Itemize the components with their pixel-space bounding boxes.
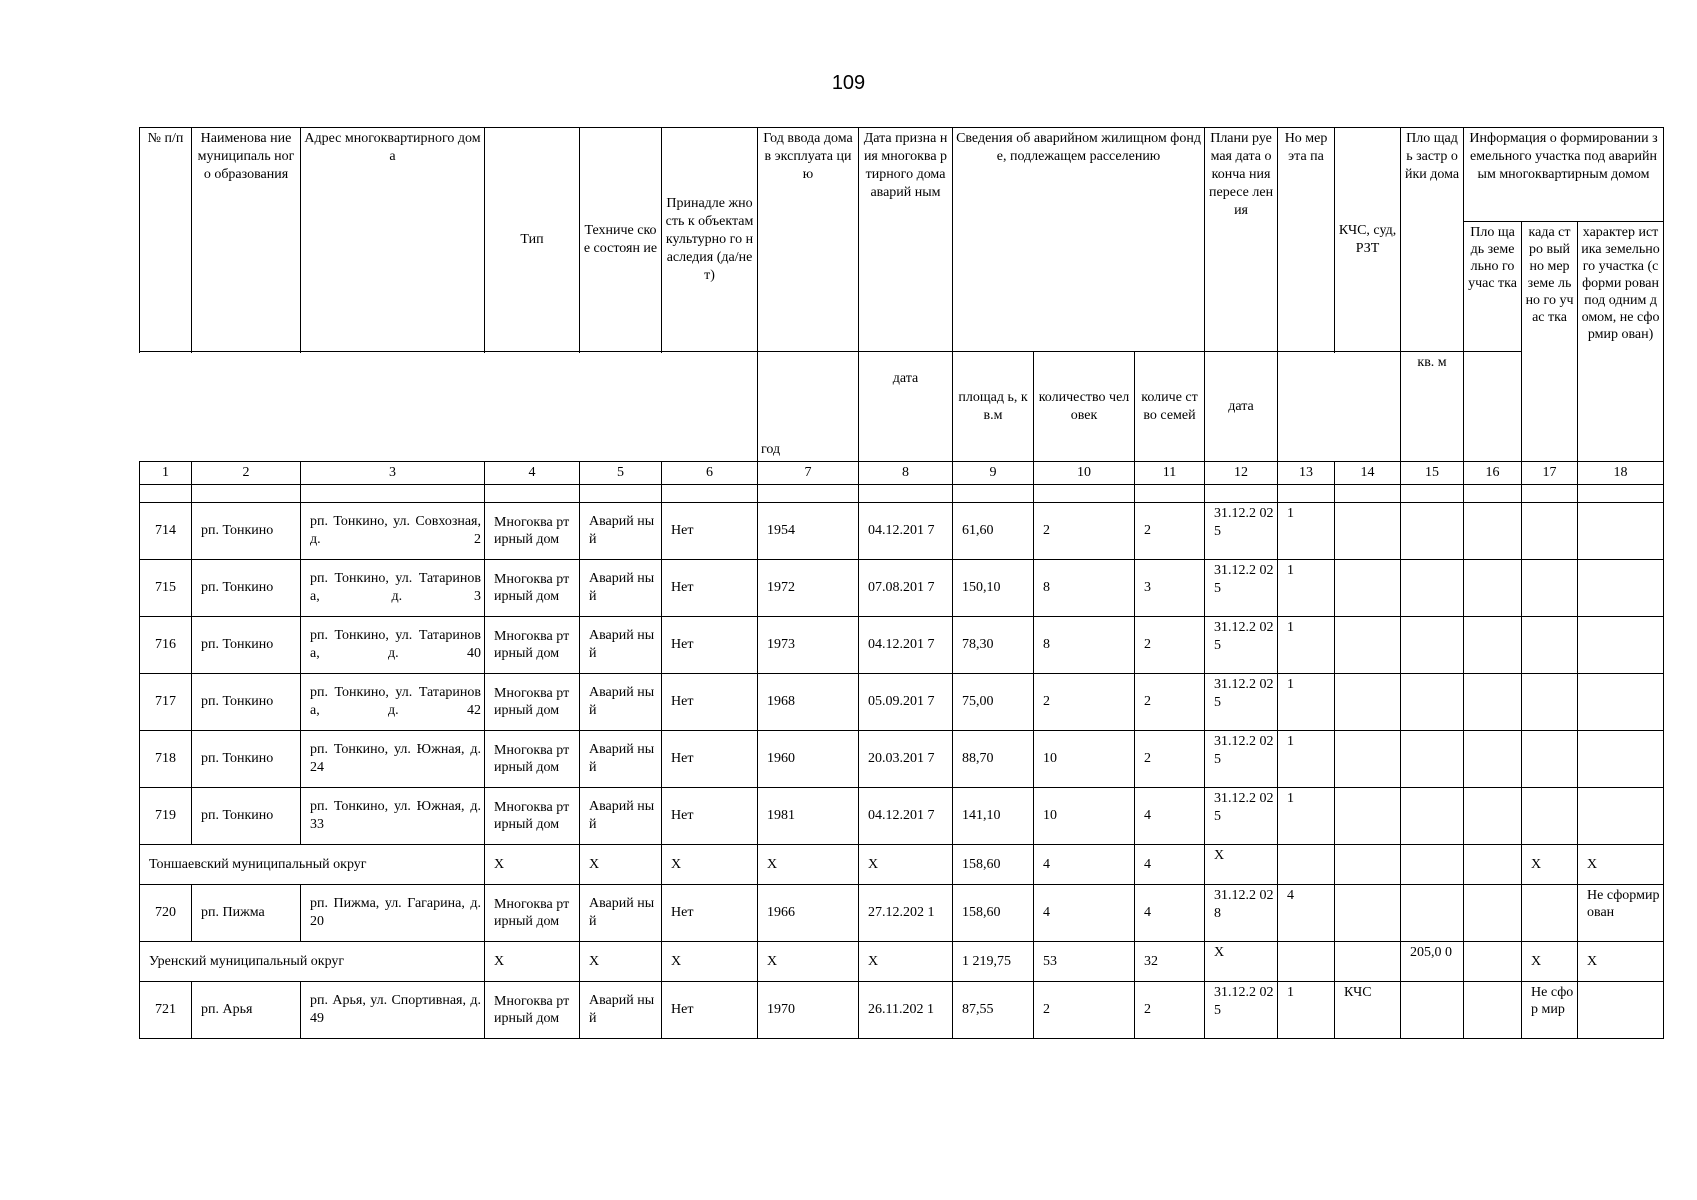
table-row [140,503,1664,560]
build-area-cell [1401,845,1464,885]
kchs-cell [1335,942,1401,982]
cadastral-cell: Не сфор мир [1522,982,1578,1039]
heritage-cell: Нет [662,560,758,617]
land-characteristic-cell [1578,731,1664,788]
area-cell: 78,30 [953,617,1034,674]
cadastral-cell [1522,560,1578,617]
emergency-date-cell: 07.08.201 7 [859,560,953,617]
header-col-8: Дата призна ния многоква ртирного дома аварий ным [859,128,953,352]
header-col-11: количе ство семей [1135,352,1205,462]
type-cell: X [485,942,580,982]
people-cell: 2 [1034,674,1135,731]
address-cell: рп. Пижма, ул. Гагарина, д. 20 [301,885,485,942]
state-cell: Аварий ный [580,982,662,1039]
emergency-date-cell: 04.12.201 7 [859,503,953,560]
row-number-cell: 717 [140,674,192,731]
address-cell: рп. Тонкино, ул. Татаринова, д. 3 [301,560,485,617]
families-cell: 4 [1135,885,1205,942]
cadastral-cell [1522,617,1578,674]
families-cell: 4 [1135,845,1205,885]
address-cell: рп. Тонкино, ул. Южная, д. 24 [301,731,485,788]
year-cell: 1960 [758,731,859,788]
header-col-12-unit: дата [1205,352,1278,462]
column-number-cell: 12 [1205,462,1278,485]
municipality-cell: рп. Пижма [192,885,301,942]
stage-cell: 1 [1278,617,1335,674]
emergency-date-cell: X [859,845,953,885]
municipality-cell: рп. Арья [192,982,301,1039]
emergency-date-cell: 04.12.201 7 [859,617,953,674]
header-col-7: Год ввода дома в эксплуата цию [758,128,859,352]
kchs-cell [1335,731,1401,788]
families-cell: 3 [1135,560,1205,617]
land-characteristic-cell: Не сформир ован [1578,885,1664,942]
planned-date-cell: 31.12.2 025 [1205,674,1278,731]
heritage-cell: Нет [662,674,758,731]
planned-date-cell: 31.12.2 025 [1205,560,1278,617]
cadastral-cell [1522,674,1578,731]
table-row [140,885,1664,942]
families-cell: 2 [1135,503,1205,560]
planned-date-cell: 31.12.2 028 [1205,885,1278,942]
build-area-cell: 205,0 0 [1401,942,1464,982]
state-cell: Аварий ный [580,885,662,942]
kchs-cell [1335,885,1401,942]
land-characteristic-cell [1578,788,1664,845]
heritage-cell: Нет [662,788,758,845]
stage-cell: 1 [1278,674,1335,731]
row-number-cell: 720 [140,885,192,942]
emergency-date-cell: 20.03.201 7 [859,731,953,788]
land-area-cell [1464,617,1522,674]
heritage-cell: Нет [662,617,758,674]
heritage-cell: Нет [662,503,758,560]
year-cell: 1968 [758,674,859,731]
year-cell: 1966 [758,885,859,942]
people-cell: 10 [1034,731,1135,788]
header-group-9-11: Сведения об аварийном жилищном фонде, подлежащем расселению [953,128,1205,352]
people-cell: 4 [1034,845,1135,885]
land-characteristic-cell [1578,982,1664,1039]
municipality-cell: рп. Тонкино [192,731,301,788]
table-row [140,560,1664,617]
year-cell: 1954 [758,503,859,560]
people-cell: 8 [1034,617,1135,674]
build-area-cell [1401,982,1464,1039]
column-number-cell: 15 [1401,462,1464,485]
emergency-date-cell: 05.09.201 7 [859,674,953,731]
kchs-cell [1335,617,1401,674]
area-cell: 1 219,75 [953,942,1034,982]
planned-date-cell: 31.12.2 025 [1205,788,1278,845]
header-col-4: Тип [485,128,580,352]
summary-row [140,845,1664,885]
families-cell: 2 [1135,731,1205,788]
cadastral-cell [1522,788,1578,845]
kchs-cell [1335,560,1401,617]
column-number-cell: 5 [580,462,662,485]
kchs-cell [1335,674,1401,731]
municipality-cell: рп. Тонкино [192,560,301,617]
families-cell: 2 [1135,674,1205,731]
header-col-1: № п/п [140,128,192,352]
type-cell: Многоква ртирный дом [485,560,580,617]
land-area-cell [1464,731,1522,788]
cadastral-cell [1522,731,1578,788]
header-col-9: площад ь, кв.м [953,352,1034,462]
land-area-cell [1464,560,1522,617]
column-number-cell: 16 [1464,462,1522,485]
heritage-cell: Нет [662,982,758,1039]
state-cell: Аварий ный [580,788,662,845]
column-number-cell: 3 [301,462,485,485]
stage-cell: 4 [1278,885,1335,942]
header-col-2: Наименова ние муниципаль ного образования [192,128,301,352]
type-cell: X [485,845,580,885]
people-cell: 8 [1034,560,1135,617]
stage-cell: 1 [1278,731,1335,788]
kchs-cell: КЧС [1335,982,1401,1039]
area-cell: 158,60 [953,885,1034,942]
table-row [140,788,1664,845]
column-number-cell: 1 [140,462,192,485]
column-number-cell: 14 [1335,462,1401,485]
area-cell: 75,00 [953,674,1034,731]
build-area-cell [1401,560,1464,617]
header-col-6: Принадле жность к объектам культурно го наследия (да/нет) [662,128,758,352]
build-area-cell [1401,885,1464,942]
column-number-cell: 7 [758,462,859,485]
address-cell: рп. Тонкино, ул. Южная, д. 33 [301,788,485,845]
municipality-cell: рп. Тонкино [192,674,301,731]
kchs-cell [1335,788,1401,845]
row-number-cell: 714 [140,503,192,560]
stage-cell: 1 [1278,982,1335,1039]
land-area-cell [1464,788,1522,845]
planned-date-cell: X [1205,942,1278,982]
header-col-16: Пло щадь земе льно го учас тка [1464,222,1522,352]
area-cell: 150,10 [953,560,1034,617]
table-row [140,617,1664,674]
row-number-cell: 718 [140,731,192,788]
emergency-date-cell: 27.12.202 1 [859,885,953,942]
state-cell: Аварий ный [580,731,662,788]
type-cell: Многоква ртирный дом [485,885,580,942]
page-number: 109 [831,72,866,94]
year-cell: 1981 [758,788,859,845]
land-area-cell [1464,674,1522,731]
land-characteristic-cell [1578,503,1664,560]
families-cell: 4 [1135,788,1205,845]
emergency-date-cell: X [859,942,953,982]
address-cell: рп. Арья, ул. Спортивная, д. 49 [301,982,485,1039]
heritage-cell: Нет [662,731,758,788]
column-number-cell: 10 [1034,462,1135,485]
planned-date-cell: 31.12.2 025 [1205,617,1278,674]
header-col-3: Адрес многоквартирного дома [301,128,485,352]
heritage-cell: X [662,942,758,982]
build-area-cell [1401,731,1464,788]
year-cell: 1970 [758,982,859,1039]
row-number-cell: 721 [140,982,192,1039]
column-number-cell: 9 [953,462,1034,485]
state-cell: Аварий ный [580,560,662,617]
spacer-row [140,485,1664,503]
area-cell: 61,60 [953,503,1034,560]
year-cell: 1973 [758,617,859,674]
families-cell: 2 [1135,982,1205,1039]
column-number-cell: 18 [1578,462,1664,485]
area-cell: 158,60 [953,845,1034,885]
address-cell: рп. Тонкино, ул. Татаринова, д. 40 [301,617,485,674]
year-cell: 1972 [758,560,859,617]
header-col-17: када стро вый но мер земе льно го учас тка [1522,222,1578,462]
municipality-cell: рп. Тонкино [192,503,301,560]
municipality-cell: рп. Тонкино [192,788,301,845]
state-cell: X [580,942,662,982]
build-area-cell [1401,788,1464,845]
type-cell: Многоква ртирный дом [485,788,580,845]
header-col-12: Плани руемая дата оконча ния пересе ления [1205,128,1278,352]
heritage-cell: Нет [662,885,758,942]
kchs-cell [1335,845,1401,885]
cadastral-cell: X [1522,942,1578,982]
area-cell: 141,10 [953,788,1034,845]
header-col-15: Пло щадь застр ойки дома [1401,128,1464,352]
column-number-cell: 13 [1278,462,1335,485]
land-area-cell [1464,982,1522,1039]
land-characteristic-cell: X [1578,845,1664,885]
header-col-14: КЧС, суд, РЗТ [1335,128,1401,352]
municipality-cell: рп. Тонкино [192,617,301,674]
emergency-housing-table [139,127,1664,1039]
type-cell: Многоква ртирный дом [485,982,580,1039]
type-cell: Многоква ртирный дом [485,503,580,560]
land-area-cell [1464,503,1522,560]
area-cell: 87,55 [953,982,1034,1039]
year-cell: X [758,845,859,885]
stage-cell [1278,942,1335,982]
row-number-cell: 715 [140,560,192,617]
column-number-cell: 8 [859,462,953,485]
land-characteristic-cell [1578,560,1664,617]
district-name-cell: Тоншаевский муниципальный округ [140,845,485,885]
cadastral-cell: X [1522,845,1578,885]
stage-cell: 1 [1278,560,1335,617]
land-area-cell [1464,845,1522,885]
header-col-10: количество человек [1034,352,1135,462]
families-cell: 2 [1135,617,1205,674]
header-row-1 [140,128,1664,222]
address-cell: рп. Тонкино, ул. Совхозная, д. 2 [301,503,485,560]
land-characteristic-cell [1578,617,1664,674]
row-number-cell: 719 [140,788,192,845]
kchs-cell [1335,503,1401,560]
district-name-cell: Уренский муниципальный округ [140,942,485,982]
header-col-13: Но мер эта па [1278,128,1335,352]
land-characteristic-cell [1578,674,1664,731]
heritage-cell: X [662,845,758,885]
emergency-date-cell: 26.11.202 1 [859,982,953,1039]
state-cell: Аварий ный [580,674,662,731]
state-cell: Аварий ный [580,503,662,560]
planned-date-cell: 31.12.2 025 [1205,503,1278,560]
type-cell: Многоква ртирный дом [485,674,580,731]
build-area-cell [1401,674,1464,731]
column-number-row [140,462,1664,485]
people-cell: 2 [1034,982,1135,1039]
table-row [140,674,1664,731]
people-cell: 53 [1034,942,1135,982]
table-row [140,731,1664,788]
people-cell: 10 [1034,788,1135,845]
land-characteristic-cell: X [1578,942,1664,982]
column-number-cell: 17 [1522,462,1578,485]
column-number-cell: 2 [192,462,301,485]
table-row [140,982,1664,1039]
header-group-16-18: Информация о формировании земельного участка под аварийным многоквартирным домом [1464,128,1664,222]
header-col-18: характер истика земельно го участка (сформи рован под одним домом, не сформир ован) [1578,222,1664,462]
header-col-7-unit: год [758,352,859,462]
build-area-cell [1401,617,1464,674]
cadastral-cell [1522,885,1578,942]
planned-date-cell: 31.12.2 025 [1205,982,1278,1039]
area-cell: 88,70 [953,731,1034,788]
stage-cell [1278,845,1335,885]
header-col-15-unit: кв. м [1401,352,1464,462]
build-area-cell [1401,503,1464,560]
stage-cell: 1 [1278,503,1335,560]
column-number-cell: 11 [1135,462,1205,485]
land-area-cell [1464,885,1522,942]
emergency-date-cell: 04.12.201 7 [859,788,953,845]
year-cell: X [758,942,859,982]
land-area-cell [1464,942,1522,982]
stage-cell: 1 [1278,788,1335,845]
planned-date-cell: X [1205,845,1278,885]
header-col-8-unit: дата [859,352,953,462]
families-cell: 32 [1135,942,1205,982]
planned-date-cell: 31.12.2 025 [1205,731,1278,788]
row-number-cell: 716 [140,617,192,674]
column-number-cell: 4 [485,462,580,485]
header-col-5: Техниче ское состоян ие [580,128,662,352]
type-cell: Многоква ртирный дом [485,731,580,788]
column-number-cell: 6 [662,462,758,485]
cadastral-cell [1522,503,1578,560]
type-cell: Многоква ртирный дом [485,617,580,674]
people-cell: 2 [1034,503,1135,560]
state-cell: X [580,845,662,885]
state-cell: Аварий ный [580,617,662,674]
people-cell: 4 [1034,885,1135,942]
summary-row [140,942,1664,982]
address-cell: рп. Тонкино, ул. Татаринова, д. 42 [301,674,485,731]
